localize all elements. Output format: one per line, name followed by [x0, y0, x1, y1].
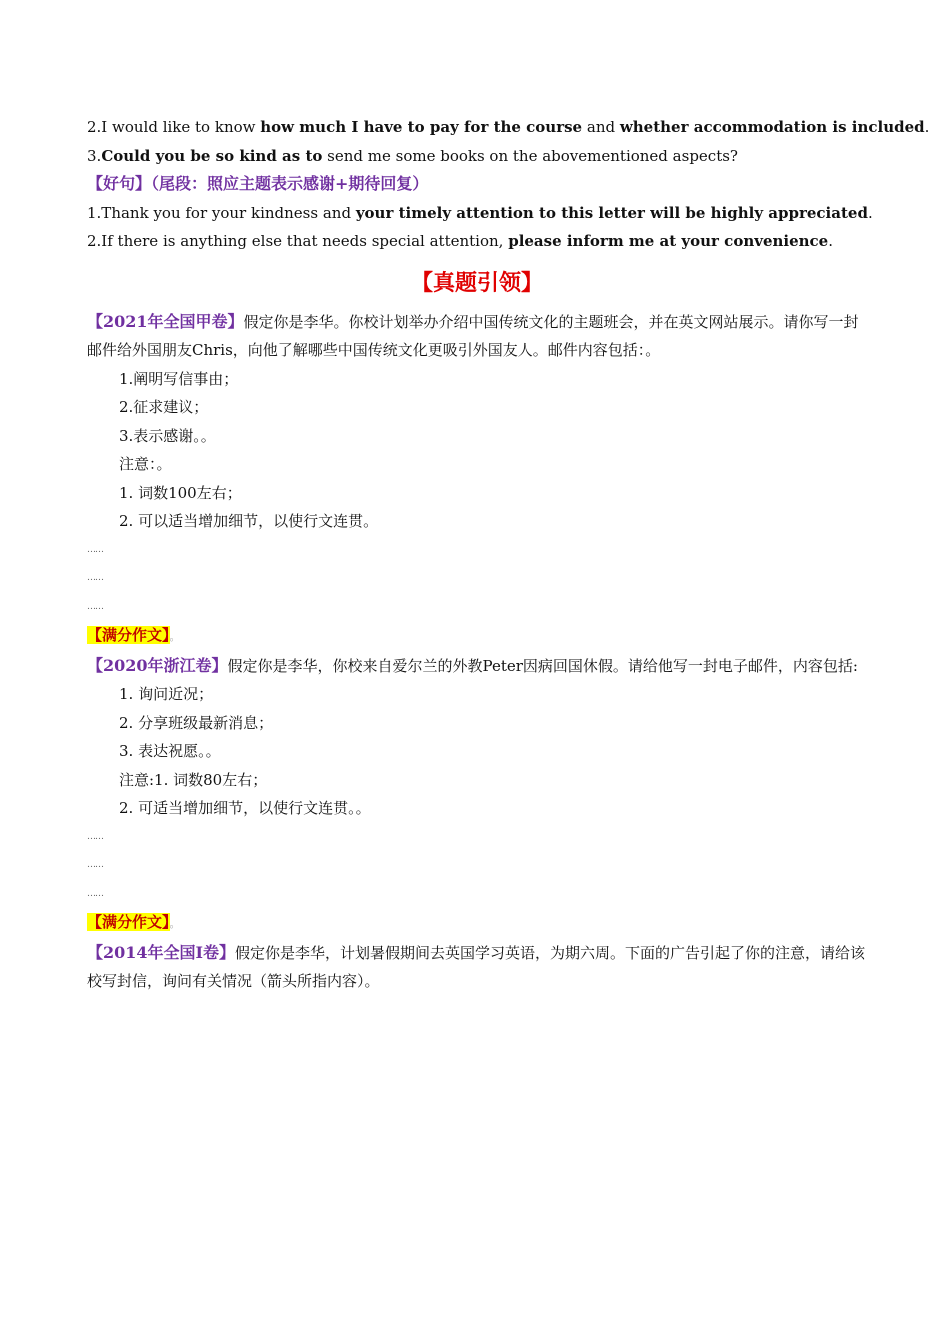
placeholder-dots: …… [87, 860, 103, 870]
good-sentence-1: 1.Thank you for your kindness and your timely attention to this letter will be highly appreciated. [87, 203, 873, 222]
intro-sentence-2: 2.I would like to know how much I have to pay for the course and whether accommodation is included. [87, 118, 930, 136]
q2020-item-4: 注意:1. 词数80左右； [119, 770, 268, 789]
q2020-item-5: 2. 可适当增加细节，以使行文连贯。。 [119, 799, 371, 817]
full-score-label: 【满分作文】。 [87, 626, 181, 644]
question-2021: 【2021年全国甲卷】假定你是李华。你校计划举办介绍中国传统文化的主题班会，并在英文网站展示。请你写一封邮件给外国朋友Chris，向他了解哪些中国传统文化更吸引外国友人。邮件内容包括：。 [87, 311, 859, 359]
good-sentence-heading: 【好句】（尾段：照应主题表示感谢+期待回复） [87, 174, 429, 193]
q2021-item-1: 1.阐明写信事由； [119, 369, 239, 388]
placeholder-dots: …… [87, 573, 103, 583]
question-2014-tag: 【2014年全国I卷】 [87, 942, 236, 962]
q2020-item-2: 2. 分享班级最新消息； [119, 713, 274, 732]
placeholder-dots: …… [87, 544, 103, 555]
document-content [87, 113, 930, 996]
question-2020-tag: 【2020年浙江卷】 [87, 655, 228, 675]
q2021-item-4: 注意：。 [119, 455, 172, 473]
intro-sentence-3: 3.Could you be so kind as to send me some books on the abovementioned aspects? [87, 146, 738, 165]
q2021-item-3: 3.表示感谢。。 [119, 426, 216, 445]
placeholder-dots: …… [87, 601, 103, 612]
q2021-item-6: 2. 可以适当增加细节，以使行文连贯。 [119, 512, 379, 530]
q2021-item-5: 1. 词数100左右； [119, 483, 242, 502]
full-score-label: 【满分作文】。 [87, 913, 181, 931]
good-sentence-2: 2.If there is anything else that needs special attention, please inform me at your convenience. [87, 232, 833, 250]
placeholder-dots: …… [87, 888, 103, 899]
section-title: 【真题引领】 [410, 270, 543, 296]
q2020-item-1: 1. 询问近况； [119, 685, 214, 703]
placeholder-dots: …… [87, 831, 103, 842]
question-2021-tag: 【2021年全国甲卷】 [87, 311, 244, 331]
q2021-item-2: 2.征求建议； [119, 398, 209, 416]
question-2020: 【2020年浙江卷】假定你是李华，你校来自爱尔兰的外教Peter因病回国休假。请给他写一封电子邮件，内容包括: [87, 655, 858, 675]
q2020-item-3: 3. 表达祝愿。。 [119, 742, 221, 760]
question-2014: 【2014年全国I卷】假定你是李华，计划暑假期间去英国学习英语，为期六周。下面的广告引起了你的注意，请给该校写封信，询问有关情况（箭头所指内容）。 [87, 942, 866, 990]
